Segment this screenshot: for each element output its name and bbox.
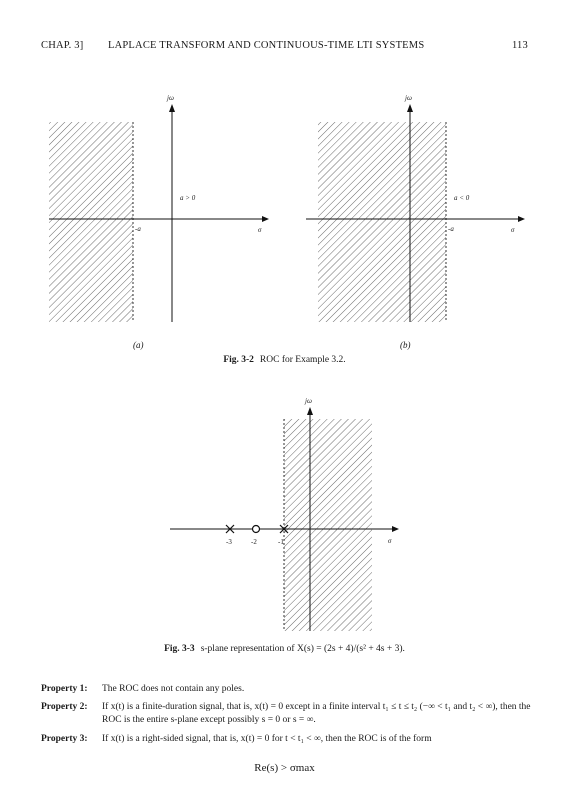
zero-marker bbox=[253, 526, 260, 533]
property-3-label: Property 3: bbox=[41, 734, 88, 744]
property-2-label: Property 2: bbox=[41, 702, 88, 712]
roc-region-b bbox=[318, 122, 446, 322]
roc-region-a bbox=[49, 122, 133, 322]
running-title: LAPLACE TRANSFORM AND CONTINUOUS-TIME LTI SYSTEMS bbox=[108, 40, 425, 51]
chapter-label: CHAP. 3] bbox=[41, 40, 84, 51]
jw-arrow-a bbox=[169, 104, 175, 112]
tick-label-b: -a bbox=[448, 225, 454, 233]
tick-label-minus3: -3 bbox=[226, 538, 232, 546]
fig-3-3-caption bbox=[0, 644, 569, 654]
jw-label-a: jω bbox=[167, 94, 174, 102]
tick-label-minus1: -1 bbox=[278, 538, 284, 546]
condition-label-a: a > 0 bbox=[180, 194, 196, 202]
property-3 bbox=[41, 733, 541, 746]
fig-3-2b-sublabel: (b) bbox=[400, 340, 411, 350]
sigma-arrow-b bbox=[518, 216, 525, 222]
property-3-text: If x(t) is a right-sided signal, that is, x(t) = 0 for t < t₁ < ∞, then the ROC is of the form bbox=[102, 734, 432, 744]
fig-3-3-caption-text: s-plane representation of X(s) = (2s + 4)/(s² + 4s + 3). bbox=[200, 644, 405, 654]
roc-region-fig33 bbox=[284, 419, 372, 631]
sigma-arrow-fig33 bbox=[392, 526, 399, 532]
fig-3-2a-sublabel: (a) bbox=[133, 340, 144, 350]
roc-formula: Re(s) > σmax bbox=[254, 762, 315, 774]
fig-3-2a-diagram bbox=[40, 90, 280, 330]
fig-3-2-caption bbox=[0, 355, 569, 365]
sigma-label-fig33: σ bbox=[388, 537, 392, 545]
sigma-label-b: σ bbox=[511, 226, 515, 234]
tick-label-minus2: -2 bbox=[251, 538, 257, 546]
property-1 bbox=[41, 683, 541, 696]
fig-3-3-caption-label: Fig. 3-3 bbox=[164, 644, 195, 654]
fig-3-3-diagram bbox=[160, 395, 420, 635]
jw-arrow-b bbox=[407, 104, 413, 112]
fig-3-2-caption-text: ROC for Example 3.2. bbox=[259, 355, 346, 365]
page-number: 113 bbox=[512, 40, 528, 51]
tick-label-a: -a bbox=[135, 225, 141, 233]
property-1-text: The ROC does not contain any poles. bbox=[102, 684, 245, 694]
property-2-text: If x(t) is a finite-duration signal, that is, x(t) = 0 except in a finite interval t₁ ≤ t ≤ t₂ (−∞ < t₁ and t₂ < ∞), then the ROC is the entire s-plane except possibly s = 0 or s = ∞. bbox=[102, 702, 531, 725]
property-1-label: Property 1: bbox=[41, 684, 88, 694]
condition-label-b: a < 0 bbox=[454, 194, 470, 202]
property-2 bbox=[41, 701, 541, 727]
jw-label-b: jω bbox=[405, 94, 412, 102]
jw-label-fig33: jω bbox=[305, 397, 312, 405]
fig-3-2b-diagram bbox=[296, 90, 536, 330]
sigma-arrow-a bbox=[262, 216, 269, 222]
sigma-label-a: σ bbox=[258, 226, 262, 234]
fig-3-2-caption-label: Fig. 3-2 bbox=[223, 355, 254, 365]
jw-arrow-fig33 bbox=[307, 407, 313, 415]
